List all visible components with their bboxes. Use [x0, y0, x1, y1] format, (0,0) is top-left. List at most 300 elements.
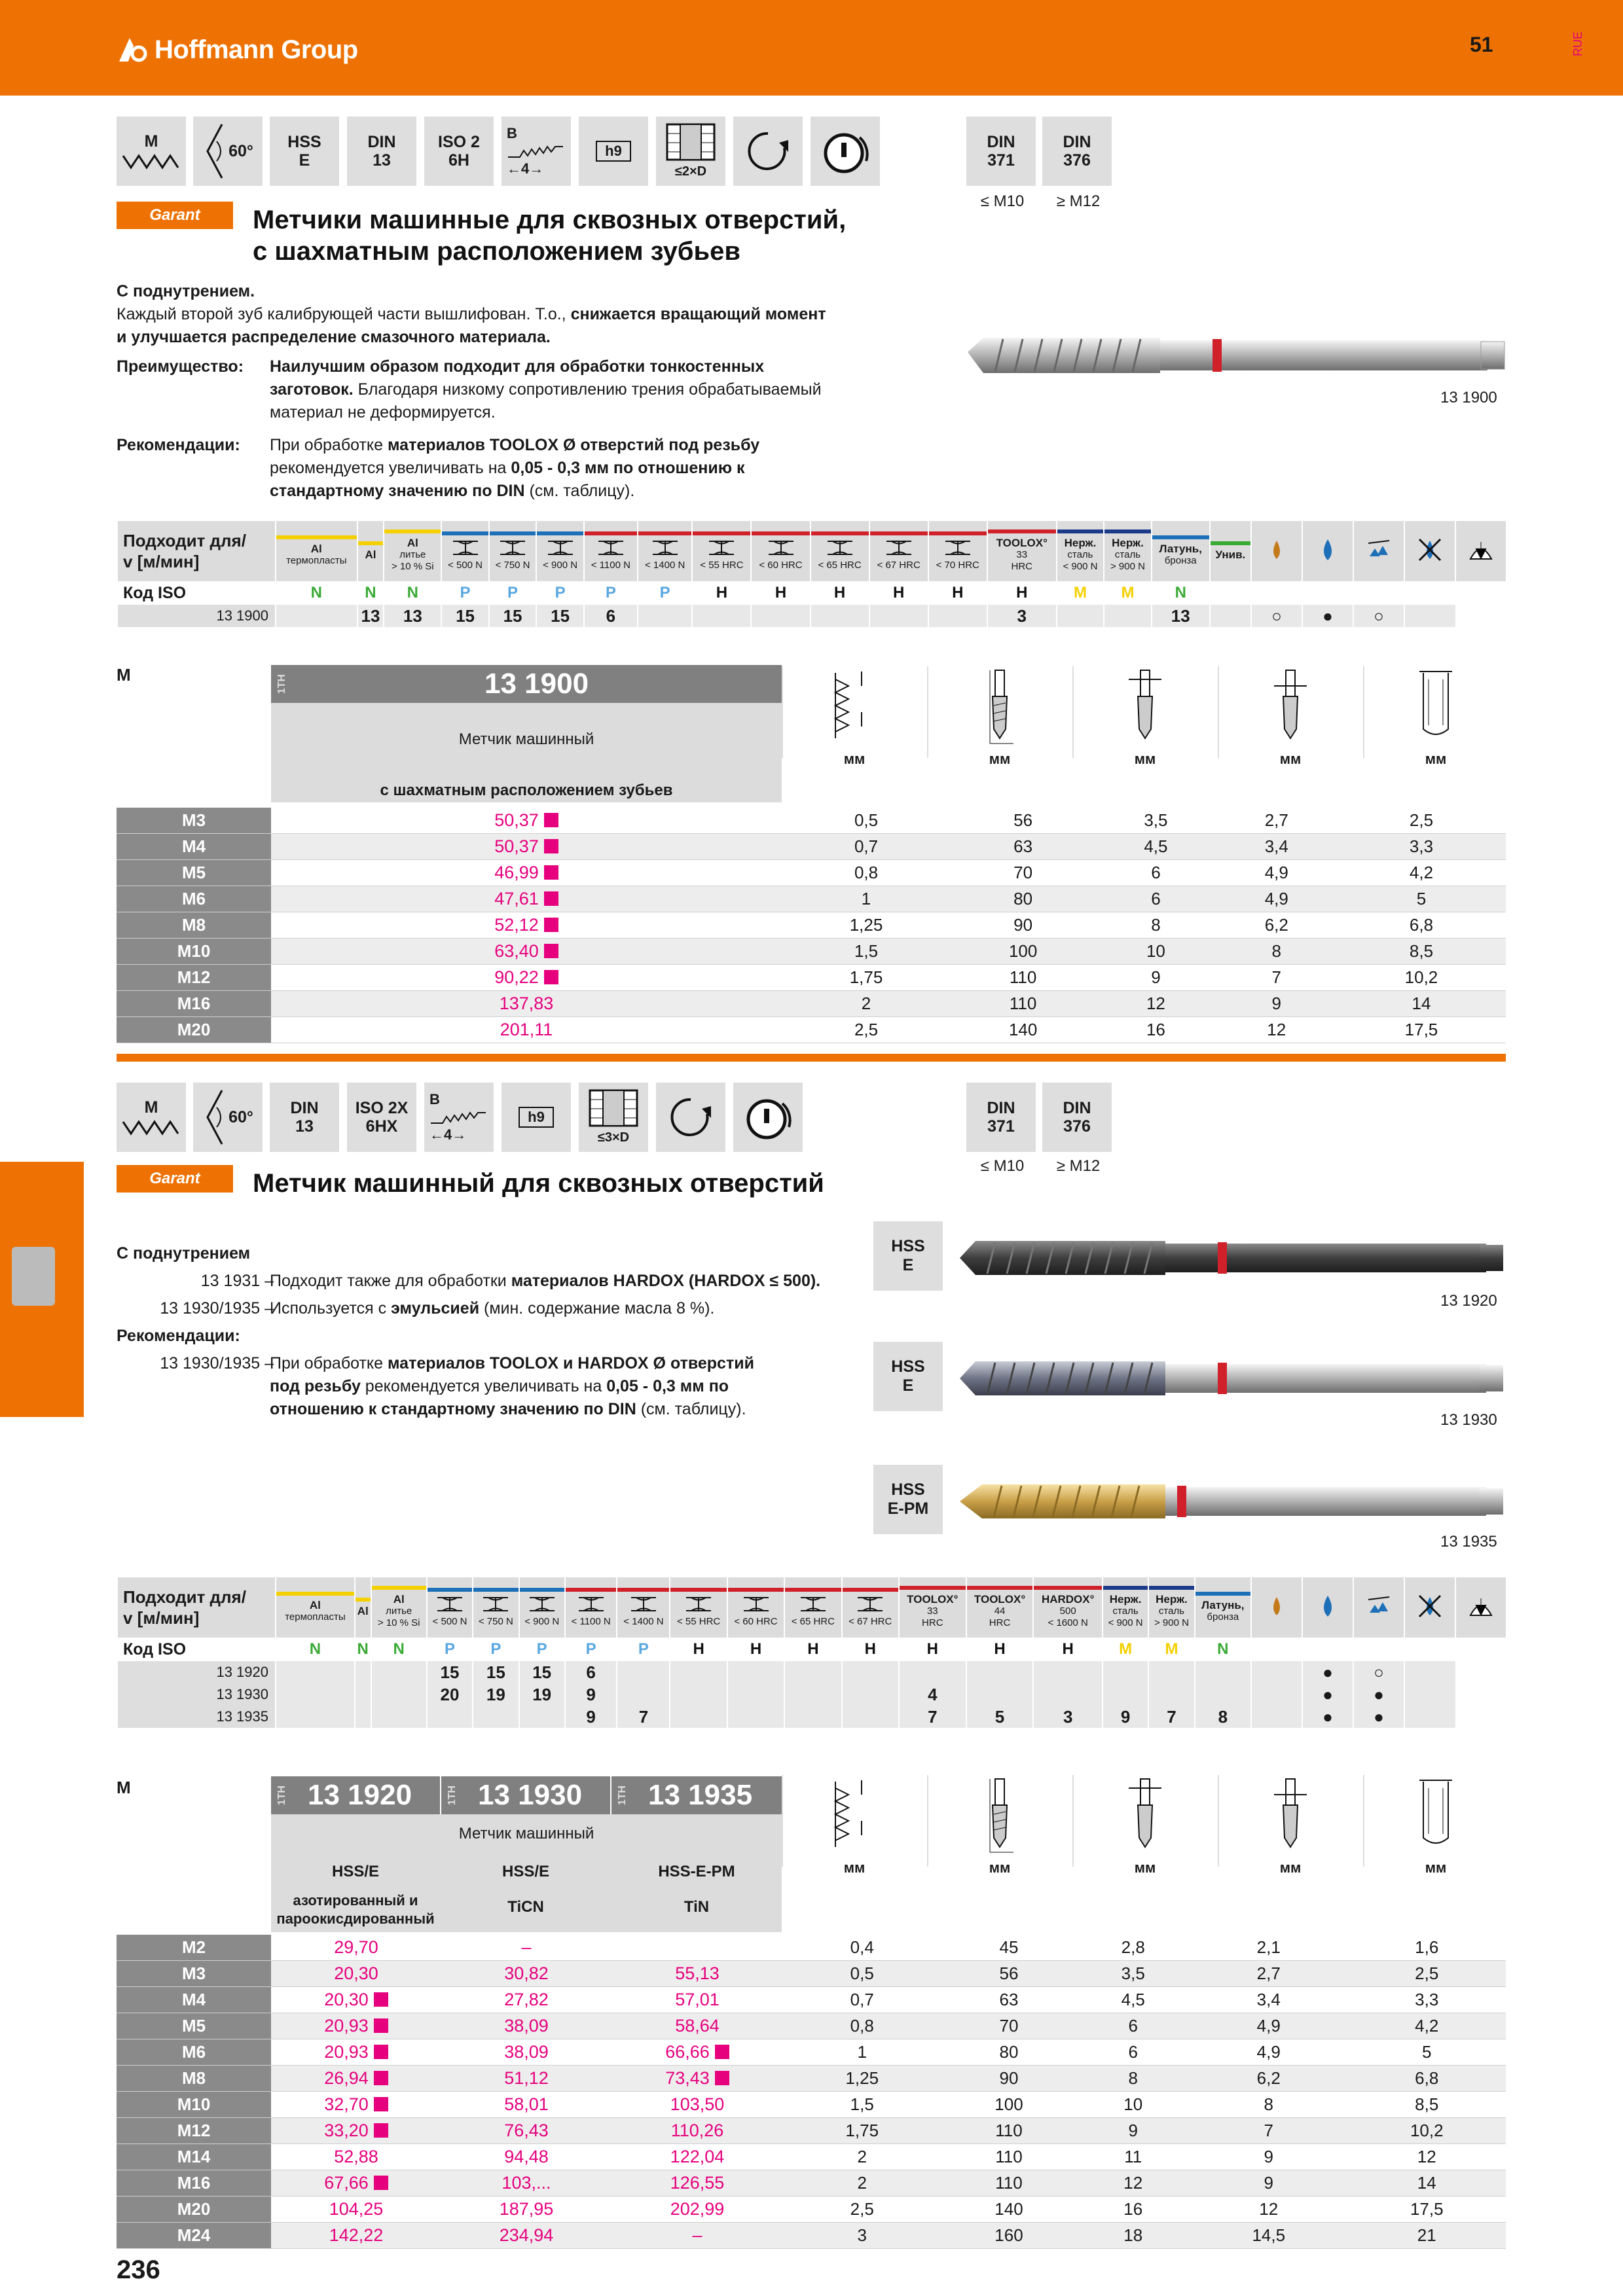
cutting-speed-cell: 8: [1195, 1706, 1251, 1728]
dimension-value: 11: [1077, 2144, 1190, 2170]
material-column-header: [869, 521, 928, 581]
dimension-value: 12: [1095, 991, 1216, 1017]
price: 52,88: [334, 2147, 378, 2166]
cutting-speed-cell: [784, 1706, 841, 1728]
tap-13-1920-image[interactable]: [956, 1225, 1506, 1291]
price-cell[interactable]: [441, 1935, 611, 1961]
material-column-header: [1103, 1577, 1148, 1638]
tolerance-label: 1TH: [617, 1785, 628, 1806]
iso-code-cell: H: [670, 1638, 727, 1661]
cutting-speed-cell: 9: [565, 1683, 617, 1706]
din-13-icon: [270, 1083, 339, 1152]
thread-pitch-icon: [782, 666, 926, 767]
label-line: Подходит для/: [123, 531, 246, 550]
price-cell[interactable]: [441, 2223, 611, 2249]
size-row: [117, 2092, 1506, 2118]
dimension-value: 140: [941, 2197, 1076, 2223]
cutting-speed-cell: [355, 1683, 371, 1706]
iso-code-cell: H: [928, 581, 987, 605]
material-column-header: [357, 521, 384, 581]
bold: материалов HARDOX (HARDOX ≤ 500).: [511, 1272, 821, 1290]
price: 67,66: [324, 2173, 369, 2193]
lubrication-mark-cell: ○: [1251, 605, 1302, 627]
material-group-bar: [372, 1586, 426, 1590]
cutting-speed-cell: [617, 1683, 670, 1706]
price-cell[interactable]: [271, 808, 782, 834]
price-cell[interactable]: [271, 860, 782, 886]
advantage-label: Преимущество:: [117, 357, 244, 376]
cutting-speed-cell: 13: [357, 605, 384, 627]
size-row: [117, 991, 1506, 1017]
iso-code-cell: H: [869, 581, 928, 605]
dimension-value: 5: [1347, 2039, 1506, 2066]
material-spec: > 900 N: [1154, 1617, 1189, 1628]
dimension-value: 0,8: [782, 860, 951, 886]
mat2: E-PM: [887, 1499, 929, 1518]
text: При обработке: [270, 1354, 388, 1372]
price: 27,82: [504, 1990, 549, 2009]
material-spec: бронза: [1164, 555, 1197, 566]
material-column-header: [565, 1577, 617, 1638]
tap-13-1900-image[interactable]: [964, 319, 1507, 391]
price-cell[interactable]: [271, 2223, 441, 2249]
material-column-header: [966, 1577, 1034, 1638]
price-cell[interactable]: [271, 2144, 441, 2170]
section2-title: Метчик машинный для сквозных отверстий: [253, 1169, 824, 1198]
price-cell[interactable]: [271, 1987, 441, 2013]
iso-code-cell: H: [784, 1638, 841, 1661]
dimension-value: 110: [941, 2118, 1076, 2144]
adv-text: материал не деформируется.: [270, 403, 496, 422]
price-cell[interactable]: [271, 2092, 441, 2118]
iso-empty-cell: [1353, 581, 1404, 605]
thread-m-label: M: [144, 1098, 158, 1117]
price-cell[interactable]: [611, 2013, 783, 2039]
cutting-speed-cell: 4: [899, 1683, 966, 1706]
unit-label: мм: [1425, 1859, 1447, 1876]
stock-marker: [374, 2097, 388, 2111]
dimension-value: 4,9: [1190, 2013, 1347, 2039]
price-cell[interactable]: [611, 2170, 783, 2197]
material-group-bar: [870, 531, 928, 535]
material-spec: < 1100 N: [591, 559, 630, 571]
lubrication-column-header: [1302, 1577, 1353, 1638]
cutting-speed-cell: 19: [473, 1683, 519, 1706]
cutting-speed-cell: 13: [1152, 605, 1210, 627]
advantage-text: [270, 355, 938, 424]
iso-empty-cell: [1251, 581, 1302, 605]
material-spec: HRC: [1011, 561, 1032, 572]
price-cell[interactable]: [611, 1987, 783, 2013]
cutting-speed-cell: [371, 1706, 427, 1728]
tool-material: HSS/E: [331, 1863, 380, 1880]
dimension-value: 4,9: [1190, 2039, 1347, 2066]
dimension-value: 140: [951, 1017, 1095, 1043]
dimension-value: 2,7: [1216, 808, 1337, 834]
cutting-speed-cell: [966, 1683, 1034, 1706]
dimension-value: 3,3: [1347, 1987, 1506, 2013]
material-spec: < 900 N: [1063, 561, 1098, 572]
size-row: [117, 1961, 1506, 1987]
chamfer-form-label: B: [507, 125, 517, 141]
iso-code-cell: M: [1103, 1638, 1148, 1661]
tool-number: 13 1935: [648, 1779, 753, 1811]
thread-size: M14: [117, 2144, 271, 2170]
material-spec: литье: [386, 1605, 412, 1617]
price-cell[interactable]: [441, 2092, 611, 2118]
rec-bold: стандартному значению по DIN: [270, 482, 525, 500]
hss-label: HSS: [287, 133, 321, 151]
price-cell[interactable]: [611, 2066, 783, 2092]
cutting-speed-cell: [727, 1683, 784, 1706]
steel-beam-icon: [481, 1596, 511, 1613]
depth-label: ≤3×D: [597, 1130, 630, 1145]
price-cell[interactable]: [271, 965, 782, 991]
price-cell[interactable]: [611, 2144, 783, 2170]
price-cell[interactable]: [611, 2223, 783, 2249]
lubrication-mark-cell: ●: [1302, 1661, 1353, 1683]
iso-code-cell: N: [276, 581, 357, 605]
material-group-bar: [1149, 1586, 1194, 1590]
dimension-value: 70: [951, 860, 1095, 886]
dimension-value: 3,3: [1337, 834, 1506, 860]
iso-empty-cell: [1302, 1638, 1353, 1661]
material-column-header: [489, 521, 537, 581]
material-name: Al: [365, 548, 376, 561]
recommendation-label: Рекомендации:: [117, 436, 240, 454]
hss-e-icon: [270, 117, 339, 186]
price: 20,30: [334, 1964, 378, 1983]
dimension-value: 1,25: [782, 912, 951, 939]
steel-beam-icon: [450, 539, 481, 556]
stock-marker: [544, 865, 558, 880]
stock-marker: [544, 918, 558, 932]
material-table-2: [117, 1577, 1506, 1728]
lubrication-mark-cell: [1251, 1706, 1302, 1728]
dimension-value: 17,5: [1347, 2197, 1506, 2223]
price-cell[interactable]: [611, 1935, 783, 1961]
price-cell[interactable]: [271, 2197, 441, 2223]
cutting-speed-cell: 19: [519, 1683, 565, 1706]
iso-code-cell: P: [441, 581, 489, 605]
size-table-2: [117, 1935, 1506, 2249]
material-column-header: [1195, 1577, 1251, 1638]
price: 57,01: [675, 1990, 720, 2009]
bold: материалов TOOLOX и HARDOX Ø отверстий: [388, 1354, 754, 1372]
price-cell[interactable]: [611, 2197, 783, 2223]
drill-diameter-icon: [1363, 666, 1507, 767]
price-cell[interactable]: [271, 1017, 782, 1043]
iso-code-cell: H: [692, 581, 751, 605]
total-length-icon: [927, 1775, 1071, 1876]
dimension-value: 10,2: [1337, 965, 1506, 991]
total-length-icon: [927, 666, 1071, 767]
iso-code-row: [117, 1638, 1506, 1661]
price: 94,48: [504, 2147, 549, 2166]
price-cell[interactable]: [611, 2118, 783, 2144]
dimension-value: 2,5: [1337, 808, 1506, 834]
chamfer-length: 4: [444, 1126, 452, 1143]
lubrication-mark-cell: [1404, 1706, 1455, 1728]
cutting-speed-cell: [966, 1661, 1034, 1683]
lubrication-mark-cell: ●: [1353, 1683, 1404, 1706]
material-group-bar: [670, 1588, 726, 1592]
mat: HSS: [891, 1237, 925, 1255]
din-376-icon: [1042, 117, 1112, 186]
price-cell[interactable]: [271, 2013, 441, 2039]
cutting-speed-cell: [355, 1661, 371, 1683]
material-group-bar: [585, 531, 637, 535]
cutting-speed-cell: [276, 605, 357, 627]
price-cell[interactable]: [271, 912, 782, 939]
cutting-speed-cell: [638, 605, 693, 627]
text: Подходит также для обработки: [270, 1272, 511, 1290]
price: 55,13: [675, 1964, 720, 1983]
material-group-bar: [1103, 1586, 1148, 1590]
material-group-bar: [1152, 535, 1209, 539]
dimension-value: 9: [1190, 2170, 1347, 2197]
dimension-value: 56: [951, 808, 1095, 834]
price: 20,30: [324, 1990, 369, 2009]
price-cell[interactable]: [271, 1935, 441, 1961]
size-table-1: [117, 808, 1506, 1043]
material-name: Al: [357, 1605, 369, 1617]
dimension-value: 16: [1095, 1017, 1216, 1043]
iso-code-cell: M: [1057, 581, 1104, 605]
adv-bold: Наилучшим образом подходит для обработки тонкостенных: [270, 357, 765, 376]
lubrication-column-header: [1353, 1577, 1404, 1638]
price: 187,95: [499, 2199, 554, 2219]
material-group-bar: [617, 1588, 669, 1592]
title-line: с шахматным расположением зубьев: [253, 237, 740, 266]
price: 50,37: [494, 810, 539, 830]
recommendation-label: Рекомендации:: [117, 1327, 240, 1345]
iso-code-cell: P: [565, 1638, 617, 1661]
cutting-speed-cell: 15: [441, 605, 489, 627]
price-cell[interactable]: [611, 2092, 783, 2118]
row-tool-number: 13 1920: [117, 1661, 276, 1683]
stock-marker: [374, 2176, 388, 2190]
desc-text: Каждый второй зуб калибрующей части вышлифован. Т.о.,: [117, 305, 571, 323]
material-table-1: [117, 521, 1506, 627]
lubrication-mark-cell: ●: [1353, 1706, 1404, 1728]
dimension-value: 1,75: [783, 2118, 941, 2144]
tap-13-1935-image[interactable]: [956, 1469, 1506, 1534]
price: 29,70: [334, 1937, 378, 1957]
price-cell[interactable]: [441, 2039, 611, 2066]
price-cell[interactable]: [441, 1961, 611, 1987]
square-size-icon: [1218, 1775, 1362, 1876]
material-group-bar: [900, 1586, 966, 1590]
material-name: TOOLOX°: [996, 537, 1048, 549]
tap-13-1930-image[interactable]: [956, 1346, 1506, 1411]
unit-label: мм: [1134, 1859, 1156, 1876]
price: 76,43: [504, 2121, 549, 2140]
material-name: Нерж.: [1112, 537, 1144, 549]
price-cell[interactable]: [271, 2066, 441, 2092]
iso-code-cell: P: [584, 581, 638, 605]
hoffmann-logo[interactable]: [117, 30, 358, 69]
cutting-speed-cell: 15: [489, 605, 537, 627]
stock-marker: [374, 2045, 388, 2059]
material-data-row: [117, 1706, 1506, 1728]
shank-tolerance: h9: [519, 1107, 554, 1128]
line-text: [270, 1270, 898, 1293]
dimension-value: 3,4: [1190, 1987, 1347, 2013]
cutting-speed-cell: 5: [966, 1706, 1034, 1728]
price-cell[interactable]: [271, 2170, 441, 2197]
dimension-value: 63: [951, 834, 1095, 860]
material-group-bar: [1034, 1586, 1102, 1590]
dimension-value: 17,5: [1337, 1017, 1506, 1043]
material-column-header: [1057, 521, 1104, 581]
price: 66,66: [665, 2042, 710, 2062]
dimension-value: 12: [1347, 2144, 1506, 2170]
price-cell[interactable]: [271, 1961, 441, 1987]
dimension-value: 6,2: [1190, 2066, 1347, 2092]
price: 58,64: [675, 2016, 720, 2036]
material-spec: сталь: [1112, 1605, 1139, 1617]
chamfer-form-b-icon: B ←4→: [424, 1083, 494, 1152]
unit-label: мм: [843, 751, 866, 767]
thread-size: M6: [117, 886, 271, 912]
stock-marker: [544, 944, 558, 958]
iso-code-cell: M: [1148, 1638, 1194, 1661]
dimension-value: 8,5: [1337, 939, 1506, 965]
cutting-speed-cell: 6: [584, 605, 638, 627]
rotate-right-icon: [733, 117, 803, 186]
material-column-header: [692, 521, 751, 581]
dimension-value: 9: [1216, 991, 1337, 1017]
tool-desc2: с шахматным расположением зубьев: [380, 781, 673, 799]
dimension-value: 80: [951, 886, 1095, 912]
steel-beam-icon: [435, 1596, 465, 1613]
dimension-value: 0,7: [783, 1987, 941, 2013]
cutting-speed-cell: 7: [899, 1706, 966, 1728]
cutting-speed-cell: [842, 1683, 899, 1706]
price-cell[interactable]: [271, 2039, 441, 2066]
lubrication-mark-cell: ○: [1353, 605, 1404, 627]
cutting-speed-cell: [617, 1661, 670, 1683]
steel-beam-icon: [706, 539, 737, 556]
size-row: [117, 939, 1506, 965]
price: 51,12: [504, 2068, 549, 2088]
suitable-for-label: [117, 1577, 276, 1638]
material-group-bar: [929, 531, 987, 535]
size-row: [117, 1935, 1506, 1961]
material-spec: 500: [1059, 1605, 1076, 1617]
price-cell[interactable]: [441, 2197, 611, 2223]
desc-bold: и улучшается распределение смазочного материала.: [117, 328, 551, 346]
dimension-value: 2,5: [783, 2197, 941, 2223]
dimension-value: 2: [782, 991, 951, 1017]
size-row: [117, 834, 1506, 860]
dimension-value: 8: [1216, 939, 1337, 965]
steel-beam-icon: [943, 539, 973, 556]
thread-size: M4: [117, 834, 271, 860]
cutting-speed-cell: [842, 1706, 899, 1728]
price-cell[interactable]: [441, 2013, 611, 2039]
line-code: 13 1930/1935 –: [160, 1299, 274, 1318]
dimension-value: 7: [1216, 965, 1337, 991]
cutting-speed-cell: [276, 1706, 355, 1728]
iso-empty-cell: [1455, 581, 1506, 605]
price-cell[interactable]: [441, 2170, 611, 2197]
material-group-bar: [384, 529, 441, 533]
price-cell[interactable]: [611, 2039, 783, 2066]
cutting-speed-cell: [692, 605, 751, 627]
unit-label: мм: [989, 1859, 1011, 1876]
material-column-header: [1210, 521, 1251, 581]
material-column-header: [617, 1577, 670, 1638]
iso-code-cell: H: [811, 581, 869, 605]
din-number: 13: [373, 151, 391, 170]
cutting-speed-cell: [276, 1683, 355, 1706]
tool-number: 13 1920: [1440, 1292, 1497, 1310]
cutting-speed-cell: [899, 1661, 966, 1683]
through-hole-depth-icon: [656, 117, 725, 186]
material-group-bar: [843, 1588, 898, 1592]
cutting-speed-cell: 20: [427, 1683, 473, 1706]
price: 126,55: [670, 2173, 725, 2193]
price-cell[interactable]: [271, 991, 782, 1017]
unit-label: мм: [843, 1859, 866, 1876]
steel-beam-icon: [766, 539, 796, 556]
footer-page-number: 236: [117, 2255, 160, 2284]
price-cell[interactable]: [441, 1987, 611, 2013]
dimension-value: 1,25: [783, 2066, 941, 2092]
price: 142,22: [329, 2225, 384, 2245]
dimension-value: 100: [941, 2092, 1076, 2118]
thread-m-label: M: [144, 132, 158, 151]
price-cell[interactable]: [271, 834, 782, 860]
price-cell[interactable]: [271, 886, 782, 912]
cutting-speed-cell: 9: [1103, 1706, 1148, 1728]
price-cell[interactable]: [441, 2066, 611, 2092]
price-cell[interactable]: [611, 1961, 783, 1987]
thread-size: M10: [117, 2092, 271, 2118]
thread-size: M12: [117, 965, 271, 991]
material-group-bar: [490, 531, 536, 535]
tool-number: 13 1935: [1440, 1533, 1497, 1551]
price-cell[interactable]: [271, 2118, 441, 2144]
angle-label: 60°: [228, 142, 253, 160]
bold: эмульсией: [391, 1299, 480, 1318]
price-cell[interactable]: [441, 2118, 611, 2144]
material-group-bar: [520, 1588, 564, 1592]
material-name: Al: [309, 1599, 321, 1611]
price-cell[interactable]: [441, 2144, 611, 2170]
lubrication-column-header: [1251, 1577, 1302, 1638]
tool-desc: Метчик машинный: [458, 730, 594, 748]
din-label: DIN: [290, 1099, 319, 1117]
price: –: [521, 1937, 532, 1957]
cutting-speed-cell: 9: [565, 1706, 617, 1728]
material-column-header: [276, 1577, 355, 1638]
cutting-speed-cell: [371, 1661, 427, 1683]
cutting-speed-cell: 15: [473, 1661, 519, 1683]
dimension-value: 8: [1077, 2066, 1190, 2092]
col-m-header: M: [117, 665, 131, 685]
price: 52,12: [494, 915, 539, 935]
drill-diameter-icon: [1363, 1775, 1507, 1876]
lubrication-column-header: [1404, 521, 1455, 581]
material-name: HARDOX°: [1041, 1593, 1095, 1605]
stock-marker: [715, 2045, 729, 2059]
price-cell[interactable]: [271, 939, 782, 965]
thread-size: M8: [117, 912, 271, 939]
cutting-speed-cell: [519, 1706, 565, 1728]
